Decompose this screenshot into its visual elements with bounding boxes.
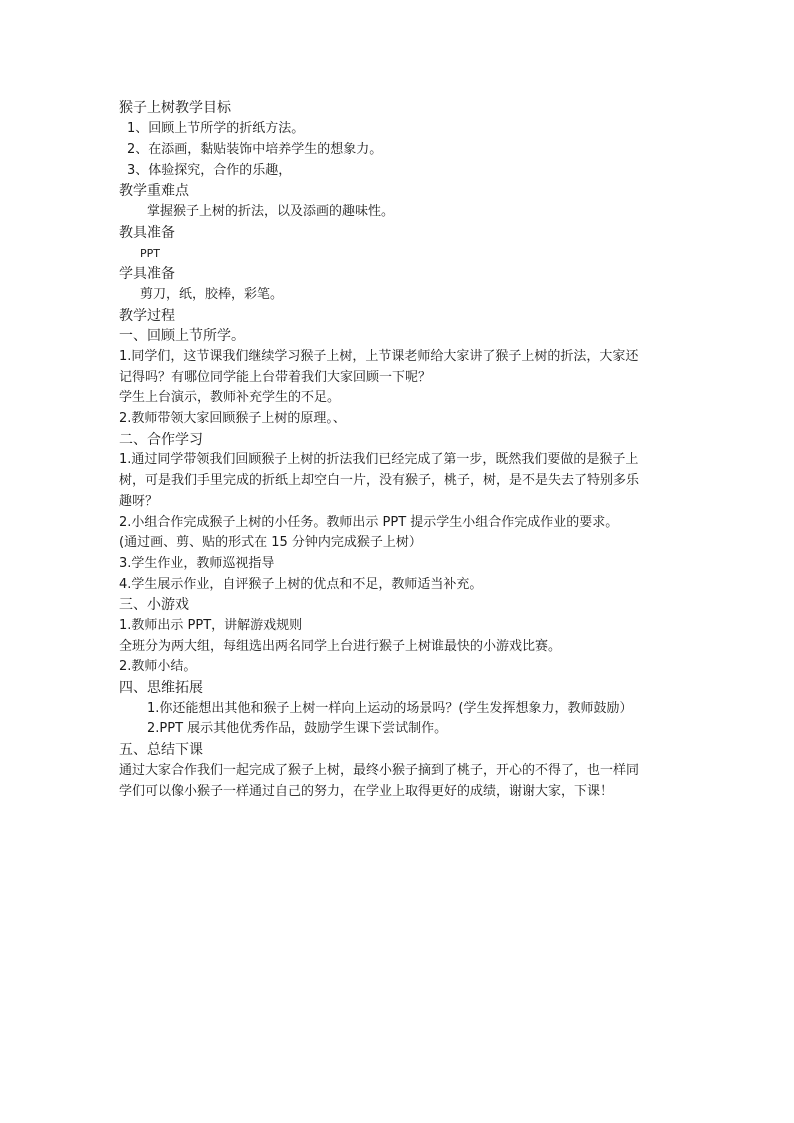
objective-3: 3、体验探究，合作的乐趣， — [127, 163, 292, 178]
paragraph-line: 记得吗？有哪位同学能上台带着我们大家回顾一下呢？ — [119, 370, 432, 385]
paragraph-line: 1.教师出示 PPT，讲解游戏规则 — [119, 618, 303, 633]
part-4-heading: 四、思维拓展 — [119, 680, 203, 696]
objective-1: 1、回顾上节所学的折纸方法。 — [127, 121, 305, 136]
student-tools-text: 剪刀，纸，胶棒，彩笔。 — [140, 287, 284, 302]
paragraph-line: 趣呀？ — [119, 494, 159, 509]
objective-2: 2、在添画，黏贴装饰中培养学生的想象力。 — [127, 142, 383, 157]
paragraph-line: 2.PPT 展示其他优秀作品，鼓励学生课下尝试制作。 — [147, 721, 448, 736]
part-3-heading: 三、小游戏 — [119, 597, 189, 613]
part-2-heading: 二、合作学习 — [119, 432, 203, 448]
paragraph-line: 树，可是我们手里完成的折纸上却空白一片，没有猴子，桃子，树，是不是失去了特别多乐 — [119, 473, 640, 488]
paragraph-line: 1.你还能想出其他和猴子上树一样向上运动的场景吗？(学生发挥想象力，教师鼓励） — [147, 701, 633, 716]
paragraph-line: 1.同学们，这节课我们继续学习猴子上树，上节课老师给大家讲了猴子上树的折法，大家还 — [119, 349, 639, 364]
paragraph-line: 学们可以像小猴子一样通过自己的努力，在学业上取得更好的成绩，谢谢大家，下课！ — [119, 784, 614, 799]
doc-title: 猴子上树教学目标 — [119, 100, 231, 116]
section-teaching-aids: 教具准备 — [119, 225, 175, 241]
paragraph-line: 2.教师带领大家回顾猴子上树的原理。、 — [119, 411, 346, 426]
paragraph-line: 全班分为两大组，每组选出两名同学上台进行猴子上树谁最快的小游戏比赛。 — [119, 639, 562, 654]
section-key-points: 教学重难点 — [119, 183, 189, 199]
section-student-tools: 学具准备 — [119, 266, 175, 282]
paragraph-line: (通过画、剪、贴的形式在 15 分钟内完成猴子上树） — [119, 535, 422, 550]
paragraph-line: 3.学生作业，教师巡视指导 — [119, 556, 275, 571]
paragraph-line: 2.教师小结。 — [119, 659, 197, 674]
part-1-heading: 一、回顾上节所学。 — [119, 328, 245, 344]
section-process: 教学过程 — [119, 308, 175, 324]
paragraph-line: 1.通过同学带领我们回顾猴子上树的折法我们已经完成了第一步，既然我们要做的是猴子上 — [119, 452, 639, 467]
paragraph-line: 通过大家合作我们一起完成了猴子上树，最终小猴子摘到了桃子，开心的不得了，也一样同 — [119, 763, 640, 778]
part-5-heading: 五、总结下课 — [119, 742, 203, 758]
paragraph-line: 4.学生展示作业，自评猴子上树的优点和不足，教师适当补充。 — [119, 577, 483, 592]
paragraph-line: 学生上台演示，教师补充学生的不足。 — [119, 390, 341, 405]
key-points-text: 掌握猴子上树的折法，以及添画的趣味性。 — [147, 204, 395, 219]
paragraph-line: 2.小组合作完成猴子上树的小任务。教师出示 PPT 提示学生小组合作完成作业的要求。 — [119, 515, 619, 530]
teaching-aids-text: PPT — [140, 247, 160, 260]
